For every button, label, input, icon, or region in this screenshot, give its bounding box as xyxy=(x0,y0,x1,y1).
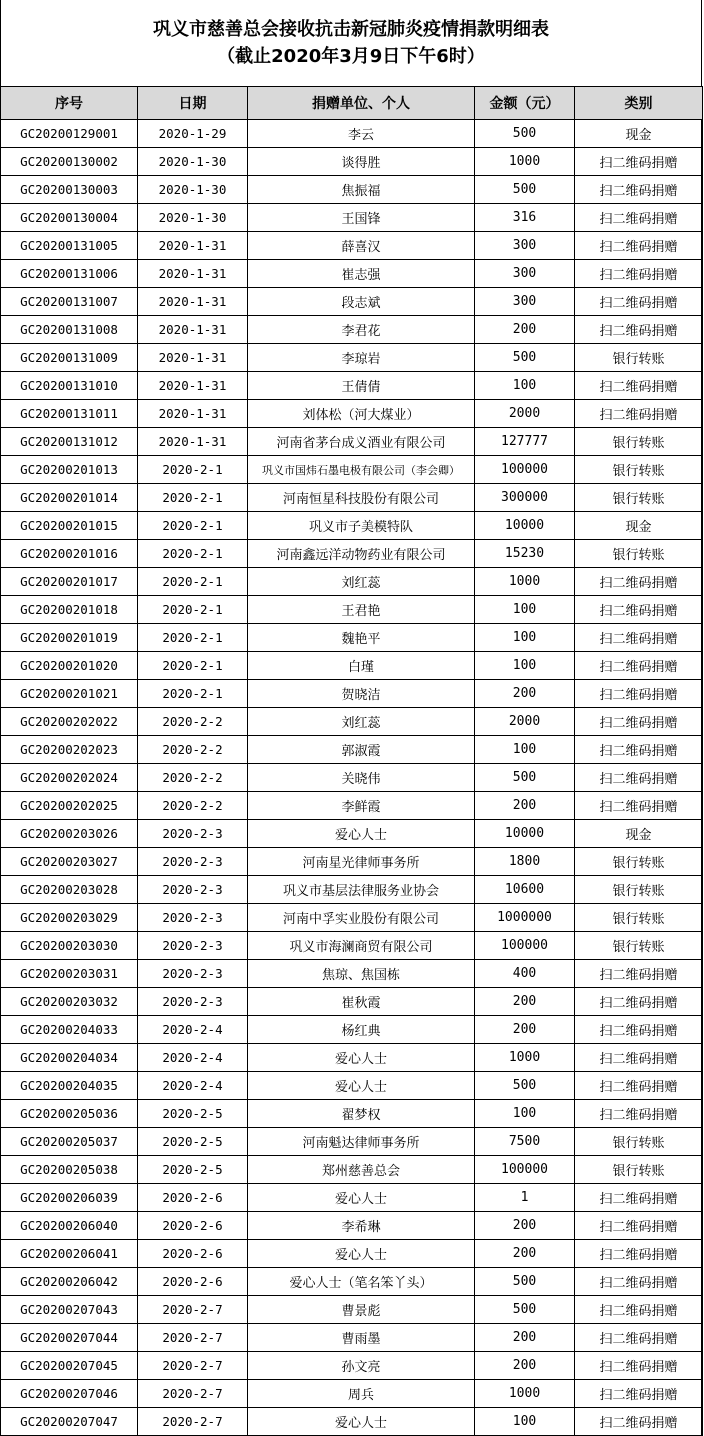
cell-amount: 100 xyxy=(475,1100,575,1128)
cell-serial: GC20200207043 xyxy=(1,1296,138,1324)
cell-amount: 100 xyxy=(475,736,575,764)
cell-date: 2020-2-7 xyxy=(138,1324,248,1352)
table-row xyxy=(1,680,703,708)
table-row xyxy=(1,1408,703,1436)
cell-serial: GC20200207045 xyxy=(1,1352,138,1380)
cell-amount: 1000 xyxy=(475,148,575,176)
cell-category: 扫二维码捐赠 xyxy=(575,316,703,344)
document-title: 巩义市慈善总会接收抗击新冠肺炎疫情捐款明细表 xyxy=(153,19,549,40)
cell-category: 扫二维码捐赠 xyxy=(575,652,703,680)
table-row xyxy=(1,316,703,344)
cell-serial: GC20200203032 xyxy=(1,988,138,1016)
cell-serial: GC20200203029 xyxy=(1,904,138,932)
table-row xyxy=(1,1268,703,1296)
cell-serial: GC20200204035 xyxy=(1,1072,138,1100)
cell-donor: 郭淑霞 xyxy=(248,736,475,764)
cell-date: 2020-2-1 xyxy=(138,652,248,680)
cell-amount: 300000 xyxy=(475,484,575,512)
table-row xyxy=(1,456,703,484)
table-row xyxy=(1,372,703,400)
cell-donor: 曹景彪 xyxy=(248,1296,475,1324)
cell-category: 扫二维码捐赠 xyxy=(575,736,703,764)
table-row xyxy=(1,652,703,680)
cell-amount: 500 xyxy=(475,120,575,148)
cell-amount: 1 xyxy=(475,1184,575,1212)
cell-serial: GC20200131009 xyxy=(1,344,138,372)
cell-amount: 7500 xyxy=(475,1128,575,1156)
cell-amount: 100 xyxy=(475,652,575,680)
cell-category: 银行转账 xyxy=(575,1156,703,1184)
cell-amount: 500 xyxy=(475,764,575,792)
cell-donor: 爱心人士 xyxy=(248,1044,475,1072)
cell-serial: GC20200201013 xyxy=(1,456,138,484)
cell-donor: 孙文亮 xyxy=(248,1352,475,1380)
cell-category: 扫二维码捐赠 xyxy=(575,1352,703,1380)
cell-date: 2020-2-4 xyxy=(138,1072,248,1100)
cell-date: 2020-2-1 xyxy=(138,484,248,512)
cell-date: 2020-1-31 xyxy=(138,400,248,428)
cell-amount: 316 xyxy=(475,204,575,232)
cell-date: 2020-2-6 xyxy=(138,1240,248,1268)
header-amount: 金额（元） xyxy=(475,87,575,120)
cell-amount: 300 xyxy=(475,232,575,260)
cell-amount: 15230 xyxy=(475,540,575,568)
cell-date: 2020-2-3 xyxy=(138,988,248,1016)
cell-category: 银行转账 xyxy=(575,428,703,456)
cell-category: 扫二维码捐赠 xyxy=(575,792,703,820)
cell-date: 2020-1-30 xyxy=(138,204,248,232)
cell-category: 银行转账 xyxy=(575,876,703,904)
cell-category: 扫二维码捐赠 xyxy=(575,1408,703,1436)
cell-amount: 200 xyxy=(475,316,575,344)
cell-donor: 焦振福 xyxy=(248,176,475,204)
cell-serial: GC20200201014 xyxy=(1,484,138,512)
cell-amount: 200 xyxy=(475,1240,575,1268)
cell-serial: GC20200203030 xyxy=(1,932,138,960)
table-row xyxy=(1,820,703,848)
cell-serial: GC20200203031 xyxy=(1,960,138,988)
cell-amount: 10000 xyxy=(475,820,575,848)
cell-amount: 200 xyxy=(475,988,575,1016)
table-row xyxy=(1,176,703,204)
cell-donor: 河南星光律师事务所 xyxy=(248,848,475,876)
table-row xyxy=(1,400,703,428)
cell-date: 2020-2-7 xyxy=(138,1296,248,1324)
cell-category: 现金 xyxy=(575,820,703,848)
cell-serial: GC20200207046 xyxy=(1,1380,138,1408)
cell-category: 扫二维码捐赠 xyxy=(575,400,703,428)
cell-date: 2020-1-30 xyxy=(138,148,248,176)
header-category: 类别 xyxy=(575,87,703,120)
cell-donor: 魏艳平 xyxy=(248,624,475,652)
cell-donor: 巩义市国炜石墨电极有限公司（李会卿） xyxy=(248,456,475,484)
cell-amount: 500 xyxy=(475,1268,575,1296)
cell-donor: 王倩倩 xyxy=(248,372,475,400)
cell-category: 扫二维码捐赠 xyxy=(575,568,703,596)
cell-serial: GC20200202023 xyxy=(1,736,138,764)
table-row xyxy=(1,1100,703,1128)
cell-date: 2020-2-1 xyxy=(138,568,248,596)
cell-amount: 200 xyxy=(475,1352,575,1380)
table-row xyxy=(1,1352,703,1380)
table-row xyxy=(1,876,703,904)
table-body xyxy=(1,120,703,1436)
cell-date: 2020-1-31 xyxy=(138,260,248,288)
cell-category: 扫二维码捐赠 xyxy=(575,1016,703,1044)
cell-date: 2020-2-1 xyxy=(138,540,248,568)
cell-serial: GC20200203026 xyxy=(1,820,138,848)
header-serial: 序号 xyxy=(1,87,138,120)
cell-amount: 500 xyxy=(475,1296,575,1324)
cell-serial: GC20200131010 xyxy=(1,372,138,400)
cell-donor: 爱心人士 xyxy=(248,1240,475,1268)
cell-category: 银行转账 xyxy=(575,1128,703,1156)
cell-amount: 100000 xyxy=(475,932,575,960)
cell-category: 扫二维码捐赠 xyxy=(575,1184,703,1212)
cell-date: 2020-2-5 xyxy=(138,1156,248,1184)
cell-donor: 崔秋霞 xyxy=(248,988,475,1016)
cell-amount: 200 xyxy=(475,1212,575,1240)
cell-category: 现金 xyxy=(575,120,703,148)
cell-serial: GC20200201021 xyxy=(1,680,138,708)
table-row xyxy=(1,932,703,960)
document-subtitle: （截止2020年3月9日下午6时） xyxy=(217,46,485,67)
cell-category: 扫二维码捐赠 xyxy=(575,1044,703,1072)
cell-donor: 河南魁达律师事务所 xyxy=(248,1128,475,1156)
cell-serial: GC20200131005 xyxy=(1,232,138,260)
cell-donor: 贺晓洁 xyxy=(248,680,475,708)
cell-date: 2020-2-4 xyxy=(138,1016,248,1044)
cell-category: 扫二维码捐赠 xyxy=(575,1212,703,1240)
cell-donor: 焦琼、焦国栋 xyxy=(248,960,475,988)
cell-amount: 200 xyxy=(475,680,575,708)
cell-donor: 李希琳 xyxy=(248,1212,475,1240)
table-row xyxy=(1,204,703,232)
table-row xyxy=(1,792,703,820)
table-row xyxy=(1,484,703,512)
cell-category: 扫二维码捐赠 xyxy=(575,624,703,652)
cell-donor: 巩义市基层法律服务业协会 xyxy=(248,876,475,904)
donation-table xyxy=(0,86,703,1436)
cell-amount: 1800 xyxy=(475,848,575,876)
cell-date: 2020-2-6 xyxy=(138,1184,248,1212)
title-block xyxy=(1,0,701,84)
table-row xyxy=(1,960,703,988)
cell-donor: 爱心人士 xyxy=(248,1408,475,1436)
table-row xyxy=(1,596,703,624)
cell-date: 2020-2-2 xyxy=(138,708,248,736)
cell-date: 2020-2-6 xyxy=(138,1212,248,1240)
cell-date: 2020-1-31 xyxy=(138,372,248,400)
cell-amount: 1000 xyxy=(475,1380,575,1408)
cell-serial: GC20200130003 xyxy=(1,176,138,204)
cell-category: 扫二维码捐赠 xyxy=(575,148,703,176)
cell-donor: 王国锋 xyxy=(248,204,475,232)
cell-date: 2020-2-3 xyxy=(138,848,248,876)
cell-donor: 薛喜汉 xyxy=(248,232,475,260)
cell-date: 2020-2-7 xyxy=(138,1380,248,1408)
cell-date: 2020-2-1 xyxy=(138,596,248,624)
cell-category: 扫二维码捐赠 xyxy=(575,988,703,1016)
table-row xyxy=(1,120,703,148)
cell-date: 2020-2-2 xyxy=(138,736,248,764)
cell-date: 2020-2-1 xyxy=(138,512,248,540)
cell-serial: GC20200201017 xyxy=(1,568,138,596)
cell-date: 2020-1-31 xyxy=(138,288,248,316)
header-donor: 捐赠单位、个人 xyxy=(248,87,475,120)
cell-serial: GC20200131008 xyxy=(1,316,138,344)
cell-date: 2020-1-31 xyxy=(138,428,248,456)
table-row xyxy=(1,1184,703,1212)
table-row xyxy=(1,260,703,288)
cell-category: 银行转账 xyxy=(575,932,703,960)
cell-serial: GC20200131007 xyxy=(1,288,138,316)
cell-date: 2020-2-3 xyxy=(138,876,248,904)
cell-date: 2020-2-1 xyxy=(138,680,248,708)
cell-serial: GC20200207044 xyxy=(1,1324,138,1352)
cell-category: 扫二维码捐赠 xyxy=(575,176,703,204)
cell-category: 银行转账 xyxy=(575,456,703,484)
table-row xyxy=(1,1016,703,1044)
cell-serial: GC20200130002 xyxy=(1,148,138,176)
cell-date: 2020-1-30 xyxy=(138,176,248,204)
cell-date: 2020-2-3 xyxy=(138,904,248,932)
table-row xyxy=(1,1296,703,1324)
table-row xyxy=(1,232,703,260)
cell-donor: 爱心人士 xyxy=(248,1184,475,1212)
cell-amount: 100 xyxy=(475,596,575,624)
table-row xyxy=(1,1212,703,1240)
cell-date: 2020-1-31 xyxy=(138,344,248,372)
cell-amount: 10000 xyxy=(475,512,575,540)
cell-donor: 王君艳 xyxy=(248,596,475,624)
cell-date: 2020-2-3 xyxy=(138,820,248,848)
cell-amount: 100 xyxy=(475,372,575,400)
table-row xyxy=(1,624,703,652)
cell-serial: GC20200205037 xyxy=(1,1128,138,1156)
cell-amount: 200 xyxy=(475,792,575,820)
cell-category: 银行转账 xyxy=(575,848,703,876)
table-row xyxy=(1,1324,703,1352)
cell-donor: 河南省茅台成义酒业有限公司 xyxy=(248,428,475,456)
cell-donor: 崔志强 xyxy=(248,260,475,288)
cell-donor: 河南中孚实业股份有限公司 xyxy=(248,904,475,932)
cell-category: 扫二维码捐赠 xyxy=(575,1380,703,1408)
cell-date: 2020-2-7 xyxy=(138,1408,248,1436)
table-row xyxy=(1,988,703,1016)
cell-donor: 白瑾 xyxy=(248,652,475,680)
table-row xyxy=(1,344,703,372)
cell-category: 扫二维码捐赠 xyxy=(575,288,703,316)
cell-donor: 李君花 xyxy=(248,316,475,344)
cell-amount: 500 xyxy=(475,344,575,372)
cell-serial: GC20200203027 xyxy=(1,848,138,876)
table-row xyxy=(1,568,703,596)
cell-amount: 200 xyxy=(475,1016,575,1044)
cell-serial: GC20200130004 xyxy=(1,204,138,232)
cell-serial: GC20200131006 xyxy=(1,260,138,288)
table-header-row xyxy=(1,87,703,120)
cell-amount: 400 xyxy=(475,960,575,988)
table-row xyxy=(1,764,703,792)
cell-date: 2020-1-31 xyxy=(138,316,248,344)
cell-amount: 2000 xyxy=(475,400,575,428)
cell-category: 扫二维码捐赠 xyxy=(575,1100,703,1128)
table-row xyxy=(1,428,703,456)
table-row xyxy=(1,1072,703,1100)
cell-amount: 2000 xyxy=(475,708,575,736)
cell-serial: GC20200204033 xyxy=(1,1016,138,1044)
cell-date: 2020-2-2 xyxy=(138,764,248,792)
cell-amount: 200 xyxy=(475,1324,575,1352)
cell-donor: 曹雨墨 xyxy=(248,1324,475,1352)
cell-category: 扫二维码捐赠 xyxy=(575,1240,703,1268)
cell-date: 2020-2-4 xyxy=(138,1044,248,1072)
cell-date: 2020-1-31 xyxy=(138,232,248,260)
cell-category: 扫二维码捐赠 xyxy=(575,708,703,736)
cell-donor: 郑州慈善总会 xyxy=(248,1156,475,1184)
table-row xyxy=(1,512,703,540)
table-row xyxy=(1,148,703,176)
cell-amount: 127777 xyxy=(475,428,575,456)
cell-serial: GC20200201020 xyxy=(1,652,138,680)
cell-date: 2020-2-3 xyxy=(138,960,248,988)
cell-serial: GC20200206041 xyxy=(1,1240,138,1268)
cell-category: 现金 xyxy=(575,512,703,540)
table-row xyxy=(1,1044,703,1072)
cell-donor: 段志斌 xyxy=(248,288,475,316)
cell-category: 扫二维码捐赠 xyxy=(575,680,703,708)
cell-donor: 李云 xyxy=(248,120,475,148)
cell-donor: 刘红蕊 xyxy=(248,568,475,596)
cell-amount: 1000 xyxy=(475,568,575,596)
cell-donor: 河南鑫远洋动物药业有限公司 xyxy=(248,540,475,568)
cell-serial: GC20200202024 xyxy=(1,764,138,792)
cell-category: 银行转账 xyxy=(575,540,703,568)
cell-donor: 巩义市子美模特队 xyxy=(248,512,475,540)
cell-serial: GC20200201018 xyxy=(1,596,138,624)
cell-amount: 100 xyxy=(475,624,575,652)
cell-category: 扫二维码捐赠 xyxy=(575,232,703,260)
cell-category: 扫二维码捐赠 xyxy=(575,1296,703,1324)
cell-serial: GC20200204034 xyxy=(1,1044,138,1072)
cell-donor: 刘红蕊 xyxy=(248,708,475,736)
cell-serial: GC20200206039 xyxy=(1,1184,138,1212)
table-row xyxy=(1,1380,703,1408)
cell-category: 银行转账 xyxy=(575,484,703,512)
cell-amount: 100 xyxy=(475,1408,575,1436)
table-row xyxy=(1,904,703,932)
cell-amount: 500 xyxy=(475,1072,575,1100)
cell-serial: GC20200131012 xyxy=(1,428,138,456)
cell-category: 扫二维码捐赠 xyxy=(575,204,703,232)
cell-donor: 谈得胜 xyxy=(248,148,475,176)
cell-category: 银行转账 xyxy=(575,344,703,372)
cell-donor: 爱心人士 xyxy=(248,1072,475,1100)
cell-date: 2020-2-2 xyxy=(138,792,248,820)
cell-serial: GC20200201019 xyxy=(1,624,138,652)
cell-donor: 爱心人士 xyxy=(248,820,475,848)
cell-date: 2020-2-7 xyxy=(138,1352,248,1380)
cell-serial: GC20200207047 xyxy=(1,1408,138,1436)
cell-serial: GC20200206042 xyxy=(1,1268,138,1296)
cell-category: 扫二维码捐赠 xyxy=(575,960,703,988)
cell-donor: 爱心人士（笔名笨丫头） xyxy=(248,1268,475,1296)
cell-amount: 100000 xyxy=(475,456,575,484)
cell-serial: GC20200206040 xyxy=(1,1212,138,1240)
cell-amount: 100000 xyxy=(475,1156,575,1184)
cell-donor: 刘体松（河大煤业） xyxy=(248,400,475,428)
cell-serial: GC20200129001 xyxy=(1,120,138,148)
table-row xyxy=(1,1128,703,1156)
cell-amount: 1000000 xyxy=(475,904,575,932)
table-row xyxy=(1,540,703,568)
cell-category: 扫二维码捐赠 xyxy=(575,764,703,792)
cell-serial: GC20200201015 xyxy=(1,512,138,540)
table-row xyxy=(1,288,703,316)
cell-amount: 500 xyxy=(475,176,575,204)
table-row xyxy=(1,1156,703,1184)
cell-serial: GC20200131011 xyxy=(1,400,138,428)
cell-donor: 李鲜霞 xyxy=(248,792,475,820)
header-date: 日期 xyxy=(138,87,248,120)
cell-amount: 1000 xyxy=(475,1044,575,1072)
table-row xyxy=(1,708,703,736)
cell-date: 2020-2-3 xyxy=(138,932,248,960)
cell-amount: 300 xyxy=(475,288,575,316)
cell-serial: GC20200205036 xyxy=(1,1100,138,1128)
cell-serial: GC20200201016 xyxy=(1,540,138,568)
cell-date: 2020-1-29 xyxy=(138,120,248,148)
cell-category: 扫二维码捐赠 xyxy=(575,1268,703,1296)
cell-amount: 300 xyxy=(475,260,575,288)
cell-donor: 翟梦权 xyxy=(248,1100,475,1128)
cell-donor: 巩义市海澜商贸有限公司 xyxy=(248,932,475,960)
cell-donor: 关晓伟 xyxy=(248,764,475,792)
cell-date: 2020-2-5 xyxy=(138,1128,248,1156)
cell-category: 扫二维码捐赠 xyxy=(575,596,703,624)
cell-donor: 李琼岩 xyxy=(248,344,475,372)
cell-category: 扫二维码捐赠 xyxy=(575,260,703,288)
cell-date: 2020-2-1 xyxy=(138,624,248,652)
table-row xyxy=(1,848,703,876)
cell-donor: 周兵 xyxy=(248,1380,475,1408)
cell-category: 扫二维码捐赠 xyxy=(575,1324,703,1352)
cell-donor: 杨红典 xyxy=(248,1016,475,1044)
cell-category: 扫二维码捐赠 xyxy=(575,1072,703,1100)
table-row xyxy=(1,736,703,764)
cell-serial: GC20200205038 xyxy=(1,1156,138,1184)
cell-amount: 10600 xyxy=(475,876,575,904)
cell-donor: 河南恒星科技股份有限公司 xyxy=(248,484,475,512)
cell-serial: GC20200202025 xyxy=(1,792,138,820)
cell-date: 2020-2-6 xyxy=(138,1268,248,1296)
cell-category: 银行转账 xyxy=(575,904,703,932)
cell-serial: GC20200203028 xyxy=(1,876,138,904)
cell-serial: GC20200202022 xyxy=(1,708,138,736)
cell-date: 2020-2-1 xyxy=(138,456,248,484)
cell-date: 2020-2-5 xyxy=(138,1100,248,1128)
cell-category: 扫二维码捐赠 xyxy=(575,372,703,400)
table-row xyxy=(1,1240,703,1268)
